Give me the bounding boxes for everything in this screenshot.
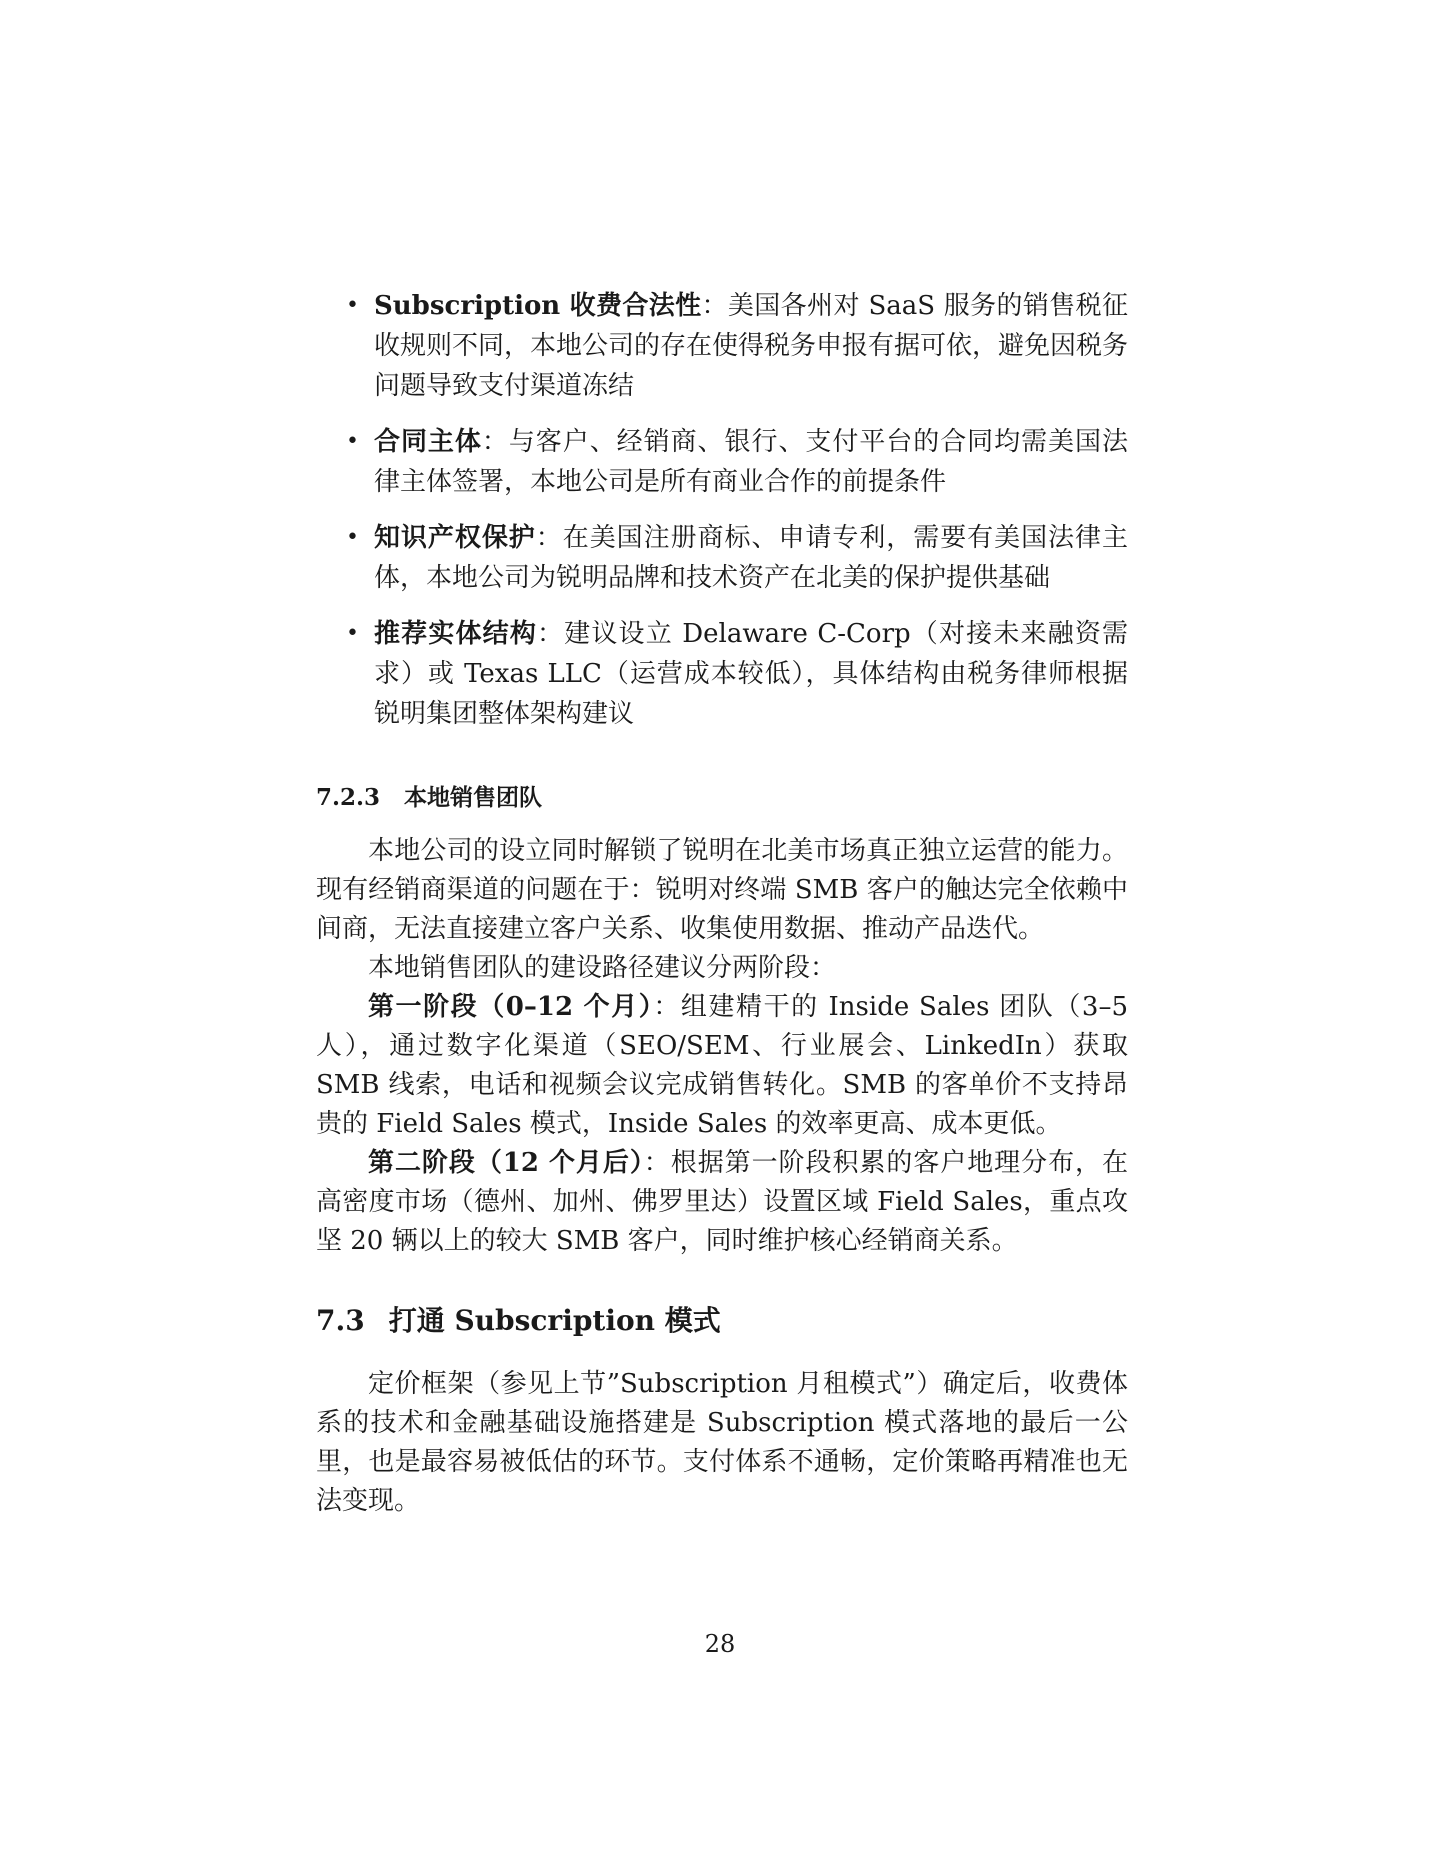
bullet-text: ：在美国注册商标、申请专利，需要有美国法律主体，本地公司为锐明品牌和技术资产在北美的保护提供基础: [374, 523, 1128, 593]
section-heading: [316, 1299, 1128, 1343]
page-content: [316, 286, 1128, 1521]
page-number: 28: [704, 1630, 736, 1658]
bullet-icon: •: [346, 293, 359, 318]
bullet-term: Subscription 收费合法性: [374, 291, 702, 321]
bullet-item: [316, 286, 1128, 406]
bullet-term: 合同主体: [374, 427, 482, 457]
phase-one-term: 第一阶段（0–12 个月）: [368, 992, 654, 1022]
bullet-icon: •: [346, 621, 359, 646]
bullet-text: ：与客户、经销商、银行、支付平台的合同均需美国法律主体签署，本地公司是所有商业合作的前提条件: [374, 427, 1128, 497]
bullet-text: ：美国各州对 SaaS 服务的销售税征收规则不同，本地公司的存在使得税务申报有据可依，避免因税务问题导致支付渠道冻结: [374, 291, 1129, 401]
section-number: 7.3: [316, 1304, 365, 1337]
bullet-term: 推荐实体结构: [374, 619, 538, 649]
bullet-item: [316, 422, 1128, 502]
bullet-item: [316, 518, 1128, 598]
bullet-term: 知识产权保护: [374, 523, 536, 553]
bullet-icon: •: [346, 429, 359, 454]
bullet-list: [316, 286, 1128, 734]
bullet-icon: •: [346, 525, 359, 550]
section-title: 打通 Subscription 模式: [388, 1304, 721, 1337]
bullet-text: ：建议设立 Delaware C-Corp（对接未来融资需求）或 Texas LLC（运营成本较低），具体结构由税务律师根据锐明集团整体架构建议: [374, 619, 1128, 729]
paragraph-intro: 本地公司的设立同时解锁了锐明在北美市场真正独立运营的能力。现有经销商渠道的问题在于：锐明对终端 SMB 客户的触达完全依赖中间商，无法直接建立客户关系、收集使用数据、推动产品迭代。: [316, 836, 1128, 944]
paragraph-phase-two: [316, 1144, 1128, 1261]
paragraph-phase-one: [316, 988, 1128, 1144]
subsection-number: 7.2.3: [316, 784, 381, 811]
section-paragraph: 定价框架（参见上节”Subscription 月租模式”）确定后，收费体系的技术和金融基础设施搭建是 Subscription 模式落地的最后一公里，也是最容易被低估的环节。支付体系不通畅，定价策略再精准也无法变现。: [316, 1369, 1128, 1516]
subsection-title: 本地销售团队: [404, 784, 543, 811]
phase-two-text: ：根据第一阶段积累的客户地理分布，在高密度市场（德州、加州、佛罗里达）设置区域 Field Sales，重点攻坚 20 辆以上的较大 SMB 客户，同时维护核心经销商关系。: [316, 1148, 1128, 1256]
paragraph-phases: 本地销售团队的建设路径建议分两阶段：: [368, 953, 837, 983]
phase-two-term: 第二阶段（12 个月后）: [368, 1148, 644, 1178]
phase-one-text: ：组建精干的 Inside Sales 团队（3–5 人），通过数字化渠道（SEO/SEM、行业展会、LinkedIn）获取 SMB 线索，电话和视频会议完成销售转化。SMB 的客单价不支持昂贵的 Field Sales 模式，Inside Sales 的效率更高、成本更低。: [316, 992, 1128, 1139]
subsection-heading: [316, 778, 1128, 818]
bullet-item: [316, 614, 1128, 734]
